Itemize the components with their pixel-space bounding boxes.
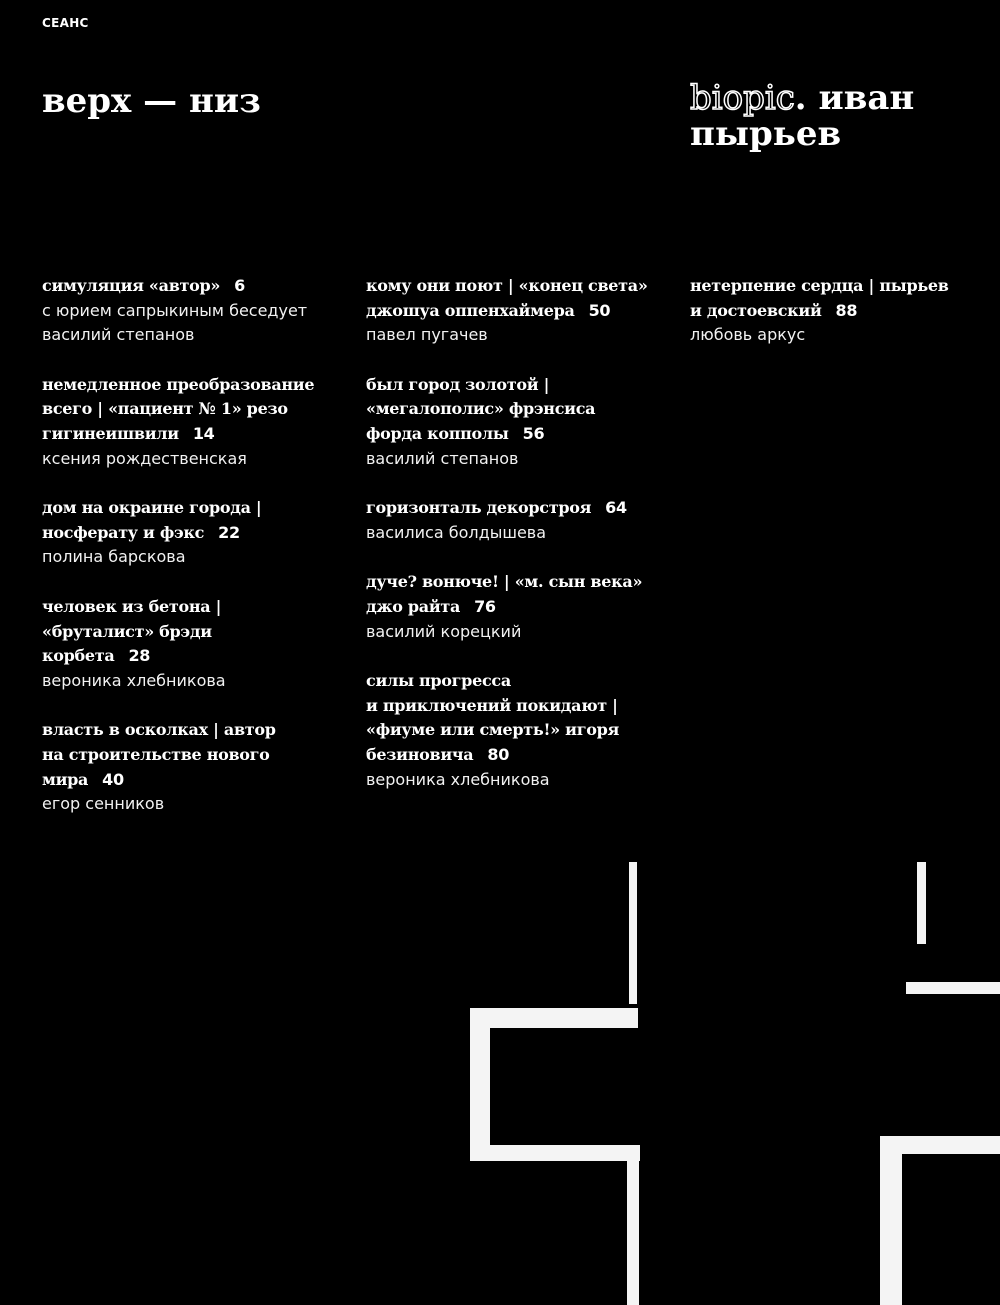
entry-author xyxy=(366,447,666,472)
entry-title-line: был город золотой | xyxy=(366,374,550,394)
magazine-brand: СЕАНС xyxy=(42,16,89,30)
entry-title-line xyxy=(366,422,666,447)
entry-title-line: на строительстве нового xyxy=(42,744,270,764)
entry-title-line: нетерпение сердца | пырьев xyxy=(690,276,949,295)
entry-title xyxy=(42,496,342,545)
entry-author xyxy=(366,620,666,645)
entry-title xyxy=(690,274,980,323)
entry-title xyxy=(366,570,666,619)
toc-entry xyxy=(690,274,980,348)
entry-author-line: вероника хлебникова xyxy=(42,670,226,690)
entry-title-line xyxy=(42,422,342,447)
entry-author xyxy=(366,323,666,348)
toc-entry xyxy=(42,718,342,816)
entry-author-line: василий степанов xyxy=(42,325,195,345)
feature-title-line2: пырьев xyxy=(690,114,842,154)
entry-title xyxy=(42,718,342,792)
entry-author-line: василиса болдышева xyxy=(366,522,547,542)
entry-title-line: и приключений покидают | xyxy=(366,695,618,715)
entry-author-line: павел пугачев xyxy=(366,325,488,345)
entry-title xyxy=(366,274,666,323)
toc-entry xyxy=(42,595,342,693)
toc-entry xyxy=(42,274,342,348)
entry-title-text: форда копполы xyxy=(366,423,509,443)
entry-title-line xyxy=(366,496,666,521)
entry-title-line xyxy=(366,595,666,620)
page-number: 76 xyxy=(474,596,496,616)
entry-author-line: вероника хлебникова xyxy=(366,769,550,789)
entry-author-line: егор сенников xyxy=(42,794,165,814)
entry-title-text: мира xyxy=(42,769,89,789)
entry-title-text: джо райта xyxy=(366,596,461,616)
toc-column-3 xyxy=(690,274,980,373)
page-number: 80 xyxy=(487,744,510,764)
entry-author xyxy=(42,447,342,472)
page-number: 6 xyxy=(234,276,245,295)
page-number: 28 xyxy=(128,646,151,666)
entry-author-line: с юрием сапрыкиным беседует xyxy=(42,300,308,320)
entry-title xyxy=(42,595,342,669)
page-number: 56 xyxy=(522,423,545,443)
entry-title-text: горизонталь декорстроя xyxy=(366,498,592,518)
entry-author-line: василий степанов xyxy=(366,448,519,468)
entry-author-line: василий корецкий xyxy=(366,621,522,641)
entry-title xyxy=(42,373,342,447)
entry-author-line: ксения рождественская xyxy=(42,448,247,468)
entry-title-line: власть в осколках | автор xyxy=(42,720,276,740)
page-number: 50 xyxy=(588,300,611,320)
toc-entry xyxy=(42,373,342,471)
entry-title-line: кому они поют | «конец света» xyxy=(366,276,648,295)
entry-title-line xyxy=(42,274,342,299)
toc-entry xyxy=(366,669,666,792)
page-number: 88 xyxy=(835,300,858,320)
entry-title-line xyxy=(42,768,342,793)
entry-title-line: «мегалополис» фрэнсиса xyxy=(366,399,596,419)
entry-title-text: джошуа оппенхаймера xyxy=(366,300,575,320)
entry-title-text: безиновича xyxy=(366,744,474,764)
entry-author xyxy=(42,545,342,570)
entry-author xyxy=(42,669,342,694)
feature-prefix: biopic xyxy=(690,78,795,118)
entry-author-line: любовь аркус xyxy=(690,325,806,345)
entry-title xyxy=(366,373,666,447)
toc-entry xyxy=(366,570,666,644)
entry-title-text: и достоевский xyxy=(690,300,822,320)
entry-author xyxy=(366,521,666,546)
feature-title-rest: . иван xyxy=(794,78,915,118)
entry-author-line: полина барскова xyxy=(42,547,186,567)
entry-title-line: дом на окраине города | xyxy=(42,498,262,518)
entry-author xyxy=(366,768,666,793)
page-number: 64 xyxy=(605,498,627,518)
page-number: 40 xyxy=(102,769,124,789)
entry-title-line xyxy=(690,299,980,324)
entry-title xyxy=(42,274,342,299)
entry-title-line xyxy=(42,644,342,669)
entry-title-text: гигинеишвили xyxy=(42,423,179,443)
toc-column-2 xyxy=(366,274,666,817)
toc-entry xyxy=(366,274,666,348)
toc-entry xyxy=(366,373,666,471)
entry-title-line: дуче? вонюче! | «м. сын века» xyxy=(366,572,643,592)
entry-author xyxy=(690,323,980,348)
entry-title xyxy=(366,496,666,521)
entry-title-line: силы прогресса xyxy=(366,671,511,691)
entry-title-line xyxy=(42,521,342,546)
entry-title-text: носферату и фэкс xyxy=(42,522,205,542)
entry-title-line: всего | «пациент № 1» резо xyxy=(42,399,288,419)
toc-entry xyxy=(42,496,342,570)
entry-title-line: «бруталист» брэди xyxy=(42,621,212,641)
entry-author xyxy=(42,792,342,817)
toc-entry xyxy=(366,496,666,545)
feature-title xyxy=(690,80,980,152)
section-title: верх — низ xyxy=(42,81,261,121)
entry-title-line xyxy=(366,299,666,324)
entry-title-line: немедленное преобразование xyxy=(42,374,315,394)
entry-title-line: человек из бетона | xyxy=(42,596,222,616)
entry-title xyxy=(366,669,666,767)
entry-title-line: «фиуме или смерть!» игоря xyxy=(366,720,620,740)
entry-title-text: корбета xyxy=(42,646,115,666)
entry-title-text: симуляция «автор» xyxy=(42,276,221,295)
entry-title-line xyxy=(366,743,666,768)
entry-author xyxy=(42,299,342,348)
page-number: 22 xyxy=(218,522,240,542)
page-number: 14 xyxy=(192,423,215,443)
toc-column-1 xyxy=(42,274,342,842)
